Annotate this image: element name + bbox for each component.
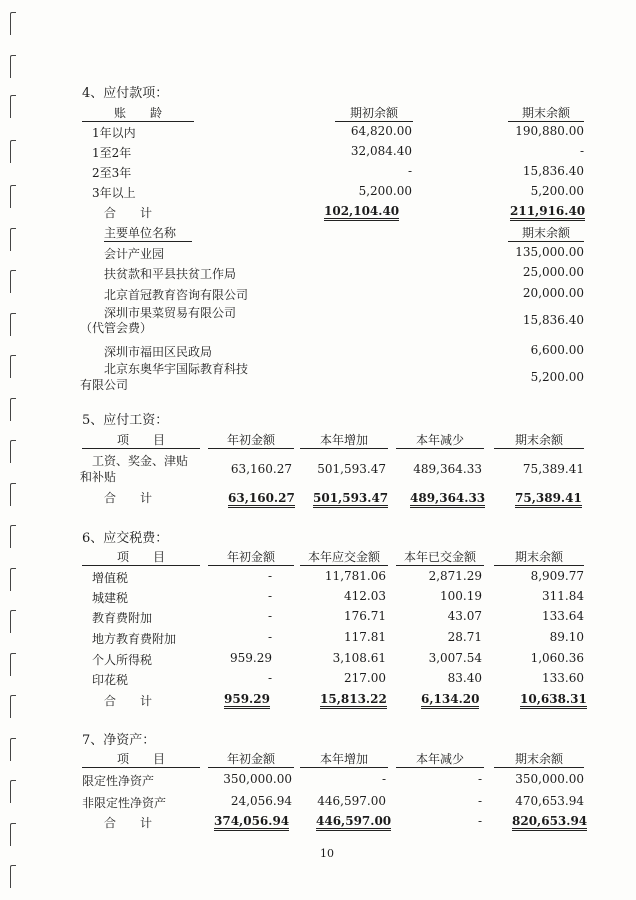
s6-row-value: 3,108.61 [332,651,386,665]
s7-total-value: 446,597.00 [316,814,391,831]
s4-major-label: 会计产业园 [104,247,165,261]
s4-row-opening: 64,820.00 [350,124,412,138]
s5-header-begin: 年初金额 [208,431,294,449]
s7-total-value: 374,056.94 [214,814,289,831]
page-number: 10 [320,847,334,860]
s6-row-value: 217.00 [344,671,386,685]
s5-row-value: 489,364.33 [413,462,482,476]
s7-total-value: 820,653.94 [512,814,587,831]
s6-row-label: 增值税 [92,571,129,585]
s6-row-label: 个人所得税 [92,653,153,667]
binder-marks [10,0,16,900]
s4-major-label: 深圳市果菜贸易有限公司 [104,306,237,320]
s6-row-value: 28.71 [447,630,482,644]
s6-row-value: 100.19 [440,589,482,603]
s6-header-paid: 本年已交金额 [396,548,484,566]
s6-row-value: 412.03 [344,589,386,603]
s4-major-label-cont: 有限公司 [80,378,129,392]
section4-title: 4、应付款项： [82,86,169,101]
s4-major-value: 15,836.40 [522,313,584,327]
s7-row-value: - [477,772,482,786]
s4-row-label: 1至2年 [92,146,132,160]
s4-major-label: 北京首冠教育咨询有限公司 [104,288,249,302]
s6-total-label: 合 计 [104,694,153,708]
s6-row-value: 1,060.36 [530,651,584,665]
s4-row-opening: - [407,164,412,178]
s4-row-opening: 32,084.40 [350,144,412,158]
s6-row-label: 印花税 [92,673,129,687]
s4-row-label: 1年以内 [92,126,136,140]
s5-header-increase: 本年增加 [300,431,388,449]
s6-row-value: - [267,569,272,583]
s5-row-value: 75,389.41 [522,462,584,476]
s5-total-value: 75,389.41 [515,491,582,508]
s6-row-value: 11,781.06 [324,569,386,583]
s4-row-label: 2至3年 [92,166,132,180]
s4-major-value: 20,000.00 [522,286,584,300]
s4-major-label-cont: （代管会费） [80,321,153,335]
s4-row-closing: 190,880.00 [515,124,584,138]
s7-header-increase: 本年增加 [300,750,388,768]
s6-row-label: 教育费附加 [92,611,153,625]
s7-total-label: 合 计 [104,816,153,830]
s4-major-header-label: 主要单位名称 [104,224,192,242]
s7-row-value: - [477,794,482,808]
s7-row-label: 非限定性净资产 [82,796,167,810]
s6-header-payable: 本年应交金额 [300,548,388,566]
section6-title: 6、应交税费： [82,531,169,546]
s6-row-value: - [267,589,272,603]
s6-row-value: - [267,609,272,623]
s6-row-value: 8,909.77 [530,569,584,583]
s6-total-value: 6,134.20 [421,692,479,709]
s4-header-aging: 账 龄 [82,104,194,122]
s5-row-value: 63,160.27 [230,462,292,476]
s7-header-begin: 年初金额 [208,750,294,768]
s4-major-label: 深圳市福田区民政局 [104,345,213,359]
s6-row-value: 89.10 [549,630,584,644]
s7-row-value: 446,597.00 [317,794,386,808]
s6-total-value: 15,813.22 [320,692,387,709]
s7-row-value: 24,056.94 [230,794,292,808]
s6-row-label: 地方教育费附加 [92,632,177,646]
section5-title: 5、应付工资： [82,413,169,428]
s4-row-closing: 5,200.00 [530,184,584,198]
s6-total-value: 10,638.31 [520,692,587,709]
s6-header-begin: 年初金额 [208,548,294,566]
s5-row-label-cont: 和补贴 [80,470,117,484]
s4-major-value: 6,600.00 [530,343,584,357]
s5-total-label: 合 计 [104,491,153,505]
s6-row-value: 43.07 [447,609,482,623]
s4-total-closing: 211,916.40 [510,204,585,221]
s7-row-value: 470,653.94 [515,794,584,808]
s5-total-value: 63,160.27 [228,491,295,508]
section7-title: 7、净资产： [82,733,156,748]
s7-row-value: 350,000.00 [223,772,292,786]
s5-header-end: 期末余额 [494,431,584,449]
s4-row-closing: 15,836.40 [522,164,584,178]
s4-header-closing: 期末余额 [508,104,584,122]
s4-major-label: 北京东奥华宇国际教育科技 [104,362,249,376]
s6-row-label: 城建税 [92,591,129,605]
s6-row-value: 117.81 [344,630,386,644]
s6-header-item: 项 目 [82,548,200,566]
s6-header-end: 期末余额 [494,548,584,566]
s7-row-value: - [381,772,386,786]
s4-total-opening: 102,104.40 [324,204,399,221]
s5-header-item: 项 目 [82,431,200,449]
s7-row-value: 350,000.00 [515,772,584,786]
s5-total-value: 489,364.33 [410,491,485,508]
s6-row-value: 83.40 [447,671,482,685]
s6-row-value: 311.84 [542,589,584,603]
s6-total-value: 959.29 [224,692,270,709]
s6-row-value: 959.29 [230,651,272,665]
s5-row-value: 501,593.47 [317,462,386,476]
s4-major-value: 5,200.00 [530,370,584,384]
s4-major-value: 25,000.00 [522,265,584,279]
s4-major-value: 135,000.00 [515,245,584,259]
s6-row-value: - [267,671,272,685]
s5-header-decrease: 本年减少 [396,431,484,449]
s6-row-value: - [267,630,272,644]
s7-row-label: 限定性净资产 [82,774,155,788]
s4-row-opening: 5,200.00 [358,184,412,198]
s6-row-value: 2,871.29 [428,569,482,583]
s4-major-label: 扶贫款和平县扶贫工作局 [104,267,237,281]
s7-header-decrease: 本年减少 [396,750,484,768]
s4-row-label: 3年以上 [92,186,136,200]
s7-header-item: 项 目 [82,750,200,768]
s4-total-label: 合 计 [104,206,153,220]
s4-major-header-value: 期末余额 [508,224,584,242]
s7-total-value: - [477,814,482,828]
s6-row-value: 133.64 [542,609,584,623]
s4-header-opening: 期初余额 [335,104,413,122]
s5-row-label: 工资、奖金、津贴 [92,454,189,468]
s7-header-end: 期末余额 [494,750,584,768]
s6-row-value: 133.60 [542,671,584,685]
s6-row-value: 176.71 [344,609,386,623]
s5-total-value: 501,593.47 [313,491,388,508]
s4-row-closing: - [579,144,584,158]
s6-row-value: 3,007.54 [428,651,482,665]
